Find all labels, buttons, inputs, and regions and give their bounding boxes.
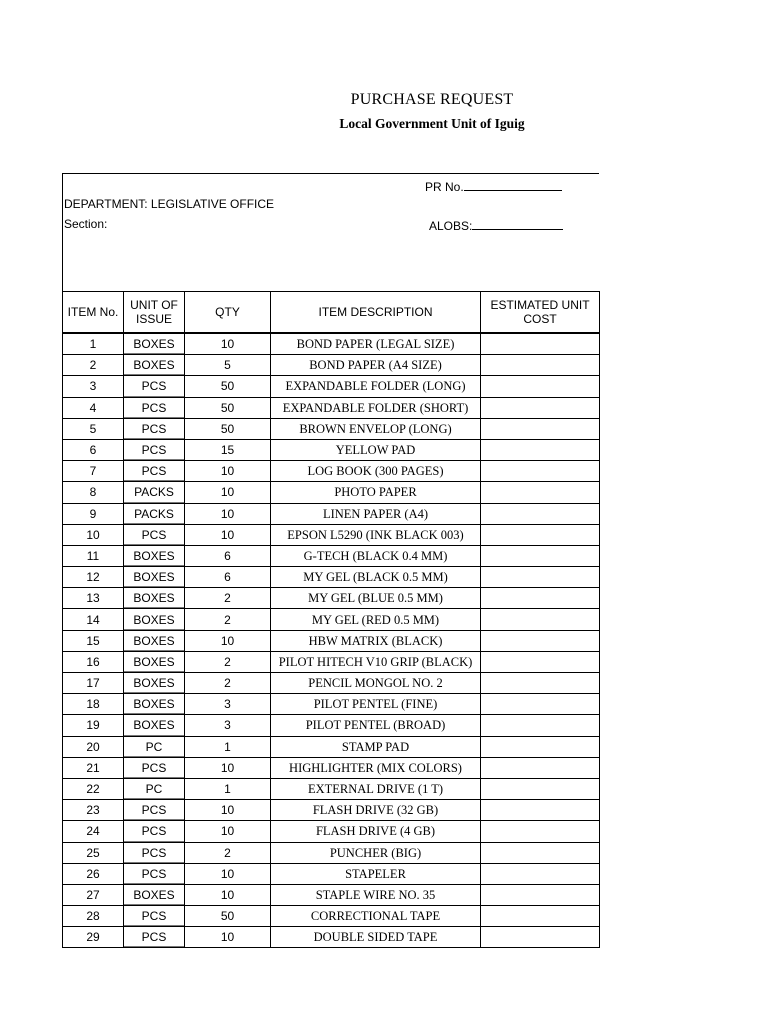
unit-cell: PCS	[124, 757, 185, 778]
unit-cost-cell	[481, 418, 600, 439]
description-cell: DOUBLE SIDED TAPE	[271, 927, 481, 948]
unit-cost-cell	[481, 567, 600, 588]
unit-cost-cell	[481, 333, 600, 355]
item-number-cell: 21	[63, 757, 124, 778]
unit-cost-cell	[481, 673, 600, 694]
description-cell: MY GEL (BLACK 0.5 MM)	[271, 567, 481, 588]
item-number-cell: 17	[63, 673, 124, 694]
qty-cell: 1	[185, 736, 271, 757]
table-row	[63, 821, 600, 842]
table-row	[63, 461, 600, 482]
description-cell: BOND PAPER (A4 SIZE)	[271, 355, 481, 376]
description-cell: PUNCHER (BIG)	[271, 842, 481, 863]
unit-cost-cell	[481, 800, 600, 821]
unit-cost-cell	[481, 884, 600, 905]
unit-cost-cell	[481, 694, 600, 715]
unit-cost-cell	[481, 821, 600, 842]
description-cell: PHOTO PAPER	[271, 482, 481, 503]
unit-cost-cell	[481, 842, 600, 863]
description-cell: EXPANDABLE FOLDER (SHORT)	[271, 397, 481, 418]
unit-cell: BOXES	[124, 651, 185, 672]
table-row	[63, 757, 600, 778]
description-cell: EPSON L5290 (INK BLACK 003)	[271, 524, 481, 545]
qty-cell: 1	[185, 778, 271, 799]
item-number-cell: 27	[63, 884, 124, 905]
item-number-cell: 29	[63, 927, 124, 948]
item-number-cell: 11	[63, 545, 124, 566]
header-item-no: ITEM No.	[63, 292, 124, 334]
item-number-cell: 6	[63, 439, 124, 460]
item-number-cell: 1	[63, 333, 124, 355]
table-row	[63, 333, 600, 355]
description-cell: EXPANDABLE FOLDER (LONG)	[271, 376, 481, 397]
qty-cell: 10	[185, 503, 271, 524]
qty-cell: 10	[185, 482, 271, 503]
item-number-cell: 24	[63, 821, 124, 842]
description-cell: FLASH DRIVE (4 GB)	[271, 821, 481, 842]
description-cell: FLASH DRIVE (32 GB)	[271, 800, 481, 821]
item-number-cell: 12	[63, 567, 124, 588]
qty-cell: 10	[185, 927, 271, 948]
alobs-field	[429, 217, 563, 233]
unit-cell: PCS	[124, 800, 185, 821]
description-cell: STAPELER	[271, 863, 481, 884]
item-number-cell: 19	[63, 715, 124, 736]
table-row	[63, 545, 600, 566]
qty-cell: 50	[185, 376, 271, 397]
item-number-cell: 22	[63, 778, 124, 799]
unit-cost-cell	[481, 524, 600, 545]
qty-cell: 10	[185, 333, 271, 355]
qty-cell: 10	[185, 863, 271, 884]
description-cell: PILOT HITECH V10 GRIP (BLACK)	[271, 651, 481, 672]
unit-cost-cell	[481, 461, 600, 482]
table-row	[63, 842, 600, 863]
item-number-cell: 25	[63, 842, 124, 863]
table-row	[63, 906, 600, 927]
description-cell: MY GEL (RED 0.5 MM)	[271, 609, 481, 630]
item-number-cell: 7	[63, 461, 124, 482]
description-cell: PENCIL MONGOL NO. 2	[271, 673, 481, 694]
unit-cost-cell	[481, 482, 600, 503]
header-item-description: ITEM DESCRIPTION	[271, 292, 481, 334]
item-number-cell: 14	[63, 609, 124, 630]
unit-cost-cell	[481, 503, 600, 524]
items-table	[62, 291, 600, 948]
description-cell: LOG BOOK (300 PAGES)	[271, 461, 481, 482]
table-row	[63, 439, 600, 460]
unit-cell: PCS	[124, 376, 185, 397]
description-cell: BROWN ENVELOP (LONG)	[271, 418, 481, 439]
unit-cost-cell	[481, 651, 600, 672]
description-cell: CORRECTIONAL TAPE	[271, 906, 481, 927]
unit-cell: BOXES	[124, 630, 185, 651]
description-cell: YELLOW PAD	[271, 439, 481, 460]
unit-cost-cell	[481, 715, 600, 736]
header-qty: QTY	[185, 292, 271, 334]
table-header-row	[63, 292, 600, 334]
unit-cell: PCS	[124, 397, 185, 418]
unit-cell: BOXES	[124, 694, 185, 715]
qty-cell: 10	[185, 524, 271, 545]
table-row	[63, 609, 600, 630]
item-number-cell: 9	[63, 503, 124, 524]
description-cell: HBW MATRIX (BLACK)	[271, 630, 481, 651]
unit-cell: PCS	[124, 439, 185, 460]
qty-cell: 50	[185, 397, 271, 418]
unit-cost-cell	[481, 355, 600, 376]
unit-cost-cell	[481, 588, 600, 609]
unit-cost-cell	[481, 757, 600, 778]
unit-cell: BOXES	[124, 588, 185, 609]
unit-cell: PCS	[124, 863, 185, 884]
unit-cell: PACKS	[124, 503, 185, 524]
unit-cost-cell	[481, 609, 600, 630]
unit-cost-cell	[481, 927, 600, 948]
unit-cell: BOXES	[124, 545, 185, 566]
table-row	[63, 397, 600, 418]
description-cell: STAMP PAD	[271, 736, 481, 757]
description-cell: BOND PAPER (LEGAL SIZE)	[271, 333, 481, 355]
table-row	[63, 927, 600, 948]
item-number-cell: 2	[63, 355, 124, 376]
qty-cell: 3	[185, 694, 271, 715]
qty-cell: 15	[185, 439, 271, 460]
description-cell: PILOT PENTEL (BROAD)	[271, 715, 481, 736]
alobs-label: ALOBS:	[429, 219, 473, 233]
description-cell: PILOT PENTEL (FINE)	[271, 694, 481, 715]
table-row	[63, 630, 600, 651]
unit-cost-cell	[481, 778, 600, 799]
unit-cell: BOXES	[124, 355, 185, 376]
table-row	[63, 567, 600, 588]
unit-cell: BOXES	[124, 567, 185, 588]
item-number-cell: 10	[63, 524, 124, 545]
alobs-blank	[472, 217, 563, 230]
table-row	[63, 884, 600, 905]
department-label: DEPARTMENT: LEGISLATIVE OFFICE	[64, 197, 275, 211]
item-number-cell: 3	[63, 376, 124, 397]
unit-cost-cell	[481, 736, 600, 757]
unit-cell: PCS	[124, 461, 185, 482]
table-row	[63, 503, 600, 524]
unit-cell: PCS	[124, 906, 185, 927]
description-cell: LINEN PAPER (A4)	[271, 503, 481, 524]
qty-cell: 10	[185, 461, 271, 482]
unit-cost-cell	[481, 439, 600, 460]
table-row	[63, 651, 600, 672]
unit-cell: PACKS	[124, 482, 185, 503]
pr-number-field	[425, 178, 562, 194]
unit-cell: PCS	[124, 821, 185, 842]
table-row	[63, 482, 600, 503]
item-number-cell: 26	[63, 863, 124, 884]
qty-cell: 2	[185, 588, 271, 609]
unit-cell: PC	[124, 778, 185, 799]
section-label: Section:	[64, 217, 108, 231]
qty-cell: 10	[185, 630, 271, 651]
header-estimated-unit-cost: ESTIMATED UNIT COST	[481, 292, 600, 334]
unit-cell: PCS	[124, 524, 185, 545]
pr-number-label: PR No.	[425, 180, 464, 194]
description-cell: MY GEL (BLUE 0.5 MM)	[271, 588, 481, 609]
table-row	[63, 715, 600, 736]
item-number-cell: 4	[63, 397, 124, 418]
unit-cell: PC	[124, 736, 185, 757]
unit-cell: BOXES	[124, 609, 185, 630]
unit-cell: PCS	[124, 927, 185, 948]
description-cell: EXTERNAL DRIVE (1 T)	[271, 778, 481, 799]
unit-cell: BOXES	[124, 333, 185, 355]
table-row	[63, 694, 600, 715]
item-number-cell: 20	[63, 736, 124, 757]
table-row	[63, 418, 600, 439]
unit-cell: BOXES	[124, 884, 185, 905]
item-number-cell: 28	[63, 906, 124, 927]
item-number-cell: 5	[63, 418, 124, 439]
unit-cost-cell	[481, 630, 600, 651]
table-row	[63, 778, 600, 799]
item-number-cell: 8	[63, 482, 124, 503]
qty-cell: 10	[185, 757, 271, 778]
table-row	[63, 673, 600, 694]
item-number-cell: 18	[63, 694, 124, 715]
table-row	[63, 800, 600, 821]
description-cell: HIGHLIGHTER (MIX COLORS)	[271, 757, 481, 778]
table-row	[63, 863, 600, 884]
unit-cell: BOXES	[124, 673, 185, 694]
unit-cell: PCS	[124, 418, 185, 439]
unit-cost-cell	[481, 906, 600, 927]
qty-cell: 50	[185, 906, 271, 927]
item-number-cell: 15	[63, 630, 124, 651]
pr-number-blank	[464, 178, 562, 191]
unit-cost-cell	[481, 397, 600, 418]
qty-cell: 2	[185, 651, 271, 672]
item-number-cell: 23	[63, 800, 124, 821]
table-row	[63, 376, 600, 397]
description-cell: G-TECH (BLACK 0.4 MM)	[271, 545, 481, 566]
table-row	[63, 355, 600, 376]
page-subtitle: Local Government Unit of Iguig	[339, 116, 525, 131]
description-cell: STAPLE WIRE NO. 35	[271, 884, 481, 905]
qty-cell: 10	[185, 800, 271, 821]
qty-cell: 2	[185, 842, 271, 863]
qty-cell: 2	[185, 673, 271, 694]
item-number-cell: 13	[63, 588, 124, 609]
qty-cell: 10	[185, 821, 271, 842]
qty-cell: 10	[185, 884, 271, 905]
qty-cell: 5	[185, 355, 271, 376]
unit-cell: BOXES	[124, 715, 185, 736]
qty-cell: 50	[185, 418, 271, 439]
table-row	[63, 736, 600, 757]
qty-cell: 6	[185, 567, 271, 588]
table-row	[63, 588, 600, 609]
unit-cost-cell	[481, 545, 600, 566]
page-title: PURCHASE REQUEST	[350, 91, 514, 108]
qty-cell: 6	[185, 545, 271, 566]
qty-cell: 3	[185, 715, 271, 736]
request-info-block	[62, 173, 599, 292]
item-number-cell: 16	[63, 651, 124, 672]
unit-cost-cell	[481, 863, 600, 884]
header-unit-of-issue: UNIT OF ISSUE	[124, 292, 185, 334]
unit-cost-cell	[481, 376, 600, 397]
qty-cell: 2	[185, 609, 271, 630]
table-row	[63, 524, 600, 545]
unit-cell: PCS	[124, 842, 185, 863]
